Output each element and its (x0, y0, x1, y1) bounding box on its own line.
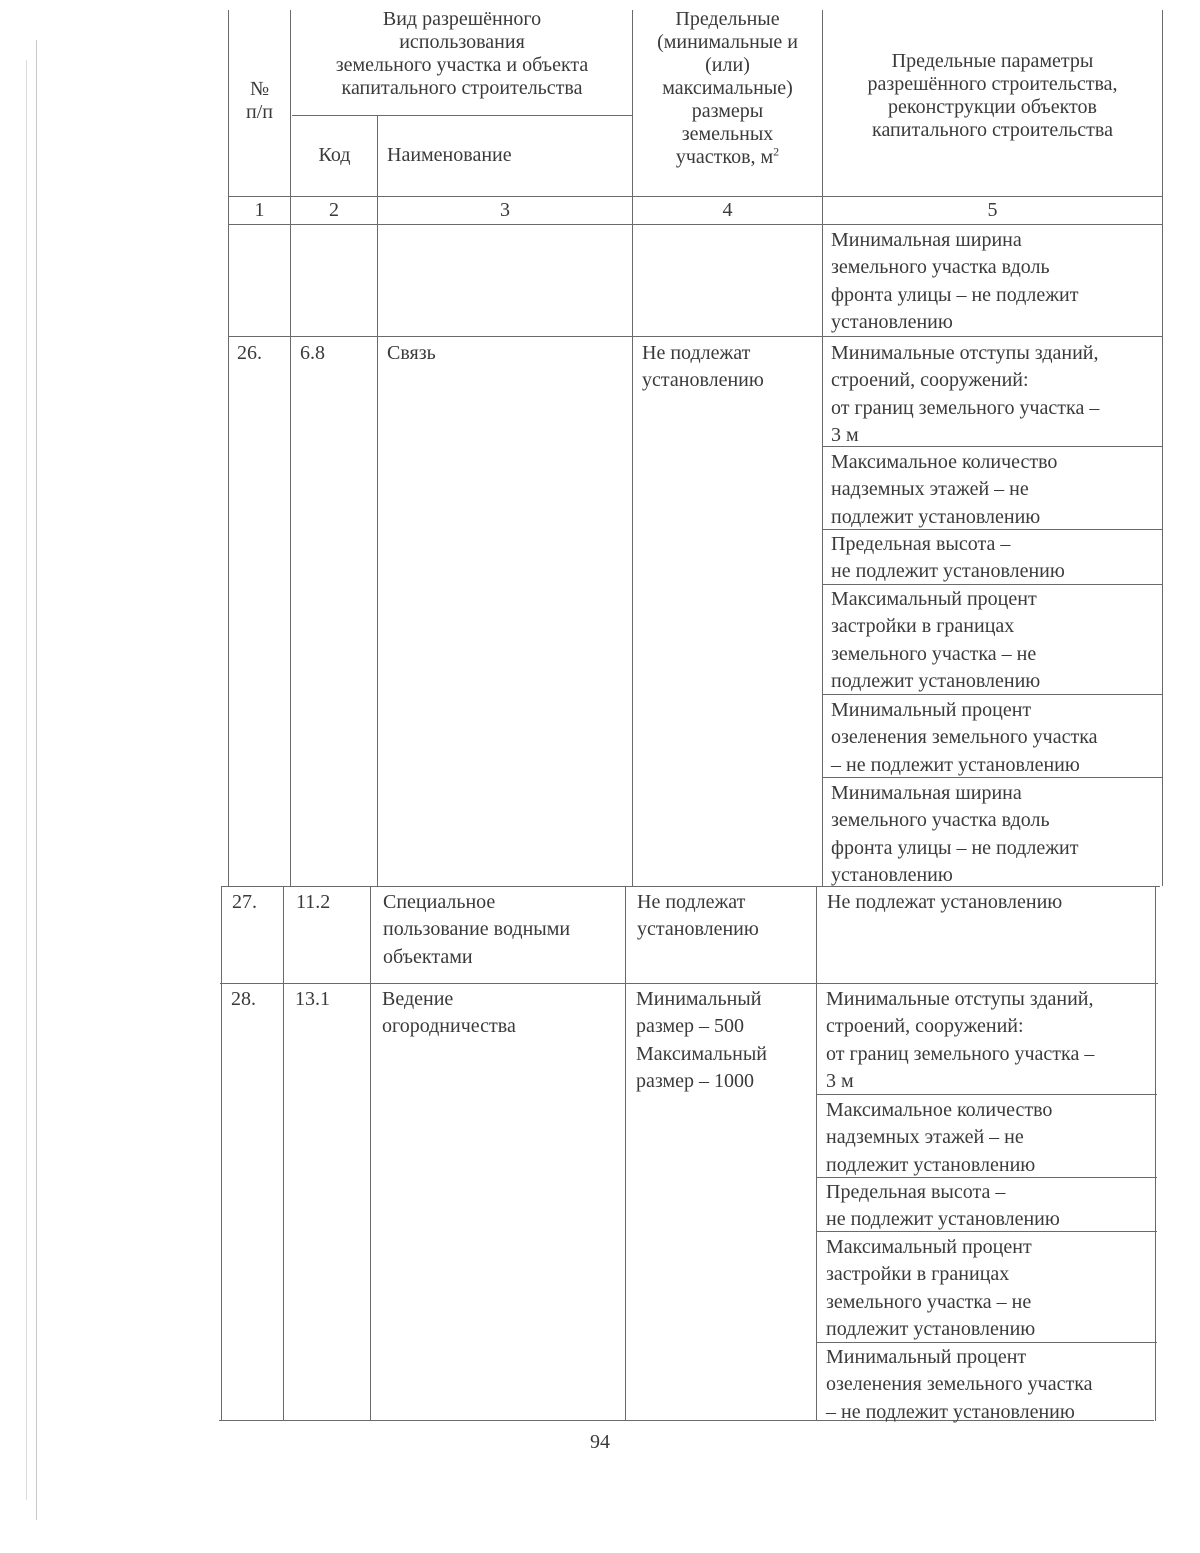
rule (816, 886, 817, 1421)
row-27-code: 11.2 (296, 891, 331, 913)
rule (290, 10, 291, 886)
row-28-size: Минимальный размер – 500 Максимальный размер – 1000 (636, 988, 767, 1093)
row-27-number: 27. (232, 891, 257, 913)
header-plot-size-sup: 2 (773, 144, 780, 159)
row-26-number: 26. (237, 342, 262, 364)
header-permitted-use: Вид разрешённого использования земельного участка и объекта капитального строительства (335, 8, 589, 99)
rule (228, 224, 1163, 225)
page-number: 94 (590, 1431, 610, 1453)
row-28-number: 28. (231, 988, 256, 1010)
rule (220, 983, 1158, 984)
column-number: 2 (329, 199, 339, 221)
row-26-param: Минимальная ширина земельного участка вдоль фронта улицы – не подлежит установлению (831, 782, 1079, 887)
row-28-param: Предельная высота – не подлежит установлению (826, 1181, 1060, 1231)
row-27-size: Не подлежат установлению (637, 891, 759, 941)
header-plot-size (633, 8, 822, 169)
row-27-param: Не подлежат установлению (827, 891, 1063, 913)
row-26-param: Минимальный процент озеленения земельного участка – не подлежит установлению (831, 699, 1098, 776)
row-26-name: Связь (387, 342, 436, 364)
row-26-param: Максимальный процент застройки в границах земельного участка – не подлежит установлению (831, 588, 1041, 693)
column-number: 1 (254, 199, 265, 221)
row-26-size: Не подлежат установлению (642, 342, 764, 392)
column-number: 5 (987, 199, 998, 221)
column-number: 4 (722, 199, 733, 221)
rule (377, 115, 378, 886)
rule (283, 886, 284, 1421)
rule (625, 886, 626, 1421)
continuation-param: Минимальная ширина земельного участка вдоль фронта улицы – не подлежит установлению (831, 229, 1079, 334)
row-28-param: Минимальные отступы зданий, строений, сооружений: от границ земельного участка – 3 м (826, 988, 1095, 1093)
header-code: Код (318, 144, 351, 166)
row-28-param: Максимальное количество надземных этажей – не подлежит установлению (826, 1099, 1053, 1176)
row-26-param: Предельная высота – не подлежит установлению (831, 533, 1065, 583)
row-28-code: 13.1 (295, 988, 330, 1010)
row-28-name: Ведение огородничества (382, 988, 516, 1038)
header-plot-size-text: Предельные (минимальные и (или) максимальные) размеры земельных участков, м (657, 8, 798, 168)
row-26-param: Минимальные отступы зданий, строений, сооружений: от границ земельного участка – 3 м (831, 342, 1100, 447)
row-26-code: 6.8 (300, 342, 325, 364)
header-name: Наименование (387, 144, 512, 166)
row-28-param: Максимальный процент застройки в границах земельного участка – не подлежит установлению (826, 1236, 1036, 1341)
rule (370, 886, 371, 1421)
rule (1162, 10, 1163, 886)
rule (221, 886, 222, 1421)
header-number: № п/п (246, 78, 273, 123)
row-28-param: Минимальный процент озеленения земельного участка – не подлежит установлению (826, 1346, 1093, 1423)
row-27-name: Специальное пользование водными объектами (383, 891, 571, 968)
header-construction-params: Предельные параметры разрешённого строительства, реконструкции объектов капитального строительства (867, 50, 1118, 141)
rule (228, 10, 229, 886)
row-26-param: Максимальное количество надземных этажей – не подлежит установлению (831, 451, 1058, 528)
rule (1155, 886, 1156, 1421)
column-number: 3 (500, 199, 510, 221)
rule (292, 115, 632, 116)
